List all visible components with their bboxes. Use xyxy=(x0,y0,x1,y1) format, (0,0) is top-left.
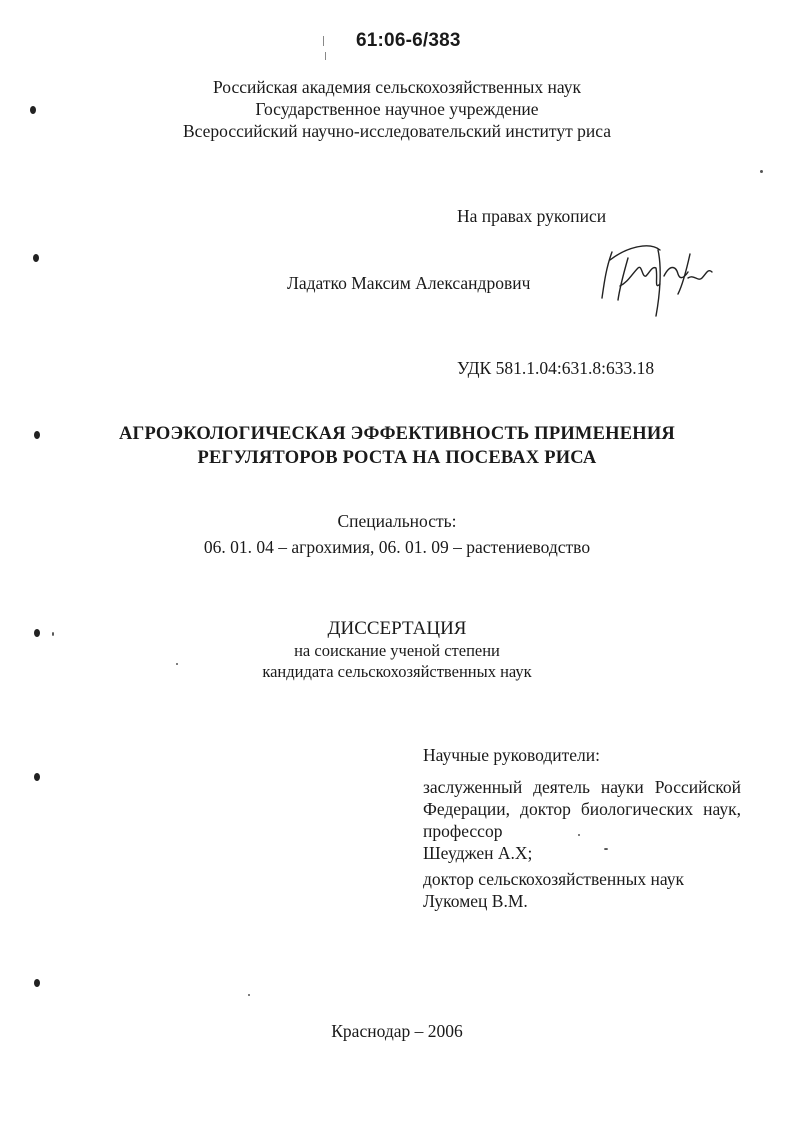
binding-hole-mark xyxy=(33,254,39,262)
institution-line-2: Государственное научное учреждение xyxy=(255,99,539,119)
scan-speck xyxy=(52,632,54,636)
author-name: Ладатко Максим Александрович xyxy=(287,273,531,293)
binding-hole-mark xyxy=(34,979,40,987)
archive-stamp-number: 61:06-6/383 xyxy=(356,30,461,51)
scan-speck xyxy=(604,848,608,850)
title-line-2: РЕГУЛЯТОРОВ РОСТА НА ПОСЕВАХ РИСА xyxy=(197,448,597,468)
institution-header xyxy=(0,76,794,142)
specialty-block xyxy=(0,510,794,558)
binding-hole-mark xyxy=(30,106,36,114)
scan-mark xyxy=(323,36,324,46)
specialty-label: Специальность: xyxy=(337,511,457,531)
binding-hole-mark xyxy=(34,773,40,781)
scan-speck xyxy=(248,994,250,996)
supervisor-2-description: доктор сельскохозяйственных наук xyxy=(423,869,684,889)
udk-code: УДК 581.1.04:631.8:633.18 xyxy=(457,358,655,378)
specialty-value: 06. 01. 04 – агрохимия, 06. 01. 09 – растениеводство xyxy=(203,537,591,557)
manuscript-note: На правах рукописи xyxy=(457,206,607,226)
supervisor-1-name: Шеуджен А.Х; xyxy=(423,843,533,863)
binding-hole-mark xyxy=(34,629,40,637)
degree-line-1: на соискание ученой степени xyxy=(294,641,500,660)
degree-line-2: кандидата сельскохозяйственных наук xyxy=(262,662,532,681)
institution-line-1: Российская академия сельскохозяйственных наук xyxy=(212,77,582,97)
title-line-1: АГРОЭКОЛОГИЧЕСКАЯ ЭФФЕКТИВНОСТЬ ПРИМЕНЕНИЯ xyxy=(118,424,675,444)
dissertation-heading: ДИССЕРТАЦИЯ xyxy=(327,618,467,639)
signature-image xyxy=(598,238,718,320)
binding-hole-mark xyxy=(34,431,40,439)
supervisor-2-name: Лукомец В.М. xyxy=(423,891,528,911)
scan-speck xyxy=(760,170,763,173)
supervisor-1-description: заслуженный деятель науки Российской Федерации, доктор биологических наук, профессор xyxy=(423,777,741,841)
supervisors-heading: Научные руководители: xyxy=(423,745,600,765)
scan-speck xyxy=(578,834,580,836)
institution-line-3: Всероссийский научно-исследовательский институт риса xyxy=(183,121,611,141)
scan-speck xyxy=(176,663,178,665)
city-year: Краснодар – 2006 xyxy=(331,1021,463,1041)
scan-mark xyxy=(325,52,326,60)
dissertation-title xyxy=(0,422,794,470)
